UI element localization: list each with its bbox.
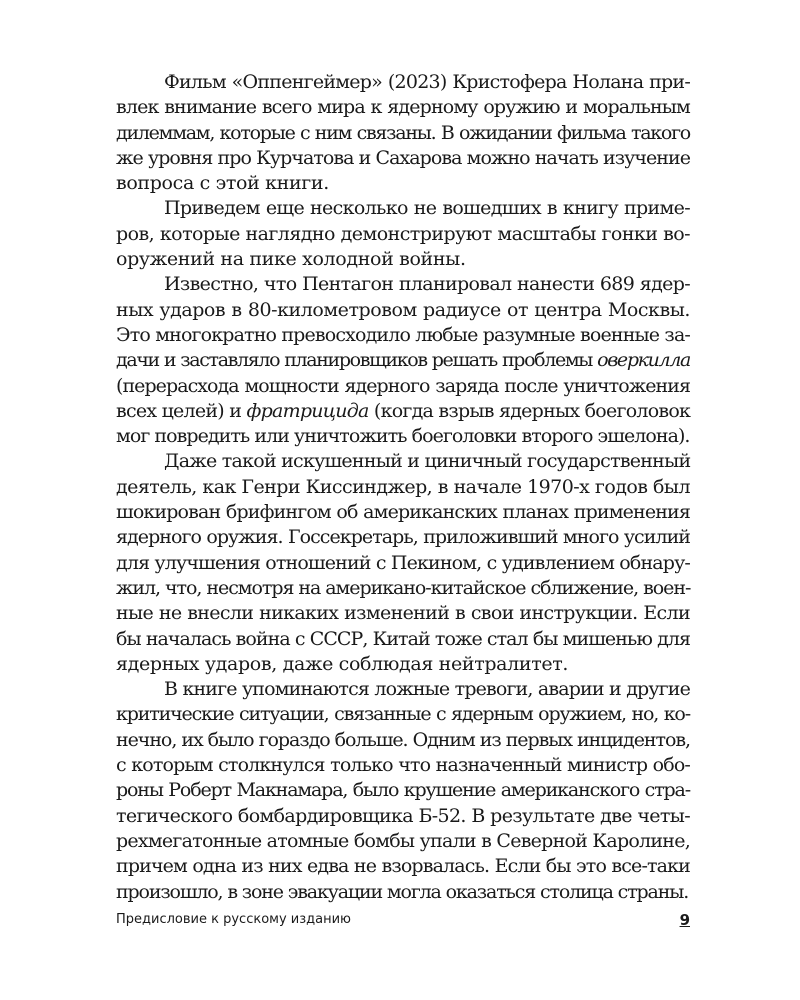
paragraph-2-line-3: оружений на пике холодной войны. (116, 248, 466, 271)
paragraph-3-line-6 (116, 399, 690, 424)
paragraph-1-line-4: же уровня про Курчатова и Сахарова можно начать изучение (116, 146, 690, 169)
paragraph-1-line-3: дилеммам, которые с ним связаны. В ожидании фильма такого (116, 121, 690, 144)
paragraph-3-line-1: Известно, что Пентагон планировал нанести 689 ядер- (164, 273, 690, 296)
paragraph-5-line-3: нечно, их было гораздо больше. Одним из первых инцидентов, (116, 728, 690, 751)
paragraph-1-line-2: влек внимание всего мира к ядерному оружию и моральным (116, 96, 690, 119)
paragraph-4-line-5: для улучшения отношений с Пекином, с удивлением обнару- (116, 551, 690, 574)
paragraph-2-line-2: ров, которые наглядно демонстрируют масштабы гонки во- (116, 222, 690, 245)
line-text: дачи и заставляло планировщиков решать проблемы (116, 349, 593, 372)
page-footer (116, 912, 690, 932)
body-text (116, 70, 690, 905)
paragraph-4-line-6: жил, что, несмотря на американо-китайское сближение, воен- (116, 576, 691, 599)
line-text: всех целей) и (116, 399, 242, 422)
paragraph-5-line-9: произошло, в зоне эвакуации могла оказаться столица страны. (116, 880, 689, 903)
paragraph-3-line-3: Это многократно превосходило любые разумные военные за- (116, 323, 690, 346)
paragraph-4-line-4: ядерного оружия. Госсекретарь, приложивший много усилий (116, 526, 690, 549)
paragraph-1-line-1: Фильм «Оппенгеймер» (2023) Кристофера Нолана при- (164, 71, 690, 93)
paragraph-3-line-4 (116, 348, 690, 373)
paragraph-5-line-1: В книге упоминаются ложные тревоги, аварии и другие (164, 678, 690, 701)
paragraph-3-line-5: (перерасхода мощности ядерного заряда после уничтожения (116, 374, 690, 397)
paragraph-4-line-3: шокирован брифингом об американских планах применения (116, 501, 690, 524)
paragraph-4-line-7: ные не внесли никаких изменений в свои инструкции. Если (116, 602, 690, 625)
paragraph-5-line-5: роны Роберт Макнамара, было крушение американского стра- (116, 779, 690, 802)
paragraph-4-line-8: бы началась война с СССР, Китай тоже стал бы мишенью для (116, 627, 690, 650)
paragraph-5-line-7: рехмегатонные атомные бомбы упали в Северной Каролине, (116, 829, 690, 852)
paragraph-3-line-2: ных ударов в 80-километровом радиусе от центра Москвы. (116, 298, 690, 321)
line-text-tail: (когда взрыв ядерных боеголовок (373, 399, 691, 422)
italic-term-fratricide: фратрицида (246, 399, 369, 422)
paragraph-5-line-2: критические ситуации, связанные с ядерным оружием, но, ко- (116, 703, 690, 726)
paragraph-4-line-9: ядерных ударов, даже соблюдая нейтралитет. (116, 652, 569, 675)
paragraph-3-line-7: мог повредить или уничтожить боеголовки второго эшелона). (116, 425, 690, 448)
italic-term-overkill: оверкилла (597, 349, 690, 372)
paragraph-5-line-6: тегического бомбардировщика Б-52. В результате две четы- (116, 804, 690, 827)
paragraph-5-line-8: причем одна из них едва не взорвалась. Если бы это все-таки (116, 855, 690, 878)
paragraph-5-line-4: с которым столкнулся только что назначенный министр обо- (116, 754, 690, 777)
paragraph-4-line-1: Даже такой искушенный и циничный государственный (164, 450, 691, 473)
paragraph-1-line-5: вопроса с этой книги. (116, 172, 329, 195)
page-number: 9 (679, 911, 690, 929)
paragraph-2-line-1: Приведем еще несколько не вошедших в книгу приме- (164, 197, 690, 220)
running-footer-title: Предисловие к русскому изданию (116, 912, 351, 927)
paragraph-4-line-2: деятель, как Генри Киссинджер, в начале 1970-х годов был (116, 475, 690, 498)
